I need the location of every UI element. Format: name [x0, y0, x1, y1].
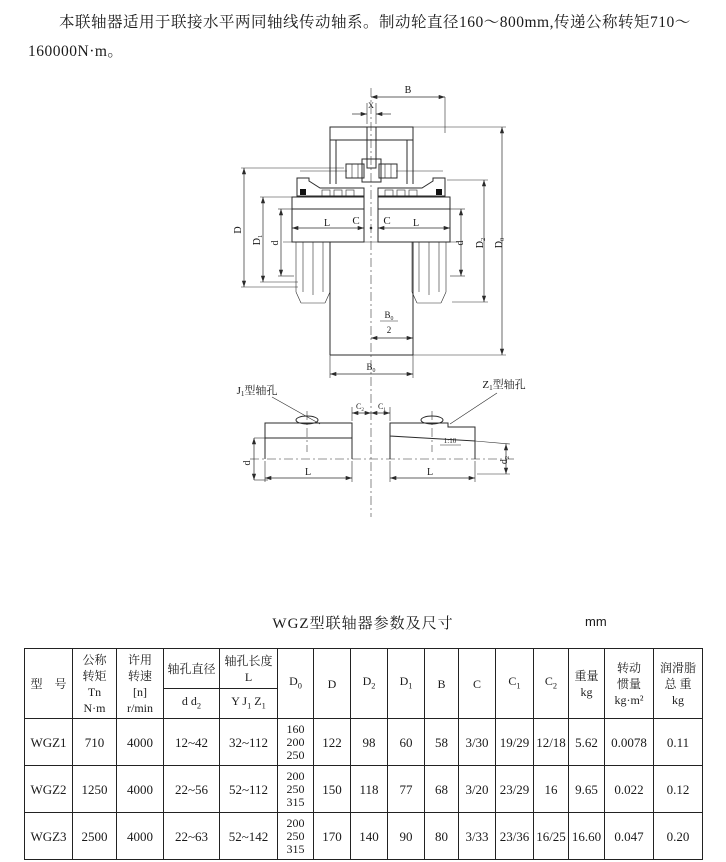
seal-ring-right — [436, 189, 442, 195]
value-cell: 3/20 — [459, 766, 496, 813]
header-cell: $D_1$ — [388, 649, 425, 719]
value-cell: 52~142 — [220, 813, 278, 860]
header-cell: C — [459, 649, 496, 719]
value-cell: 140 — [351, 813, 388, 860]
model-cell: WGZ3 — [25, 813, 73, 860]
dimension-label: $d_2$ — [499, 455, 511, 465]
seal-ring-left — [300, 189, 306, 195]
dimension-label: d — [455, 240, 466, 246]
dimension-label: $C_1$ — [378, 402, 386, 413]
dim-B — [371, 97, 445, 133]
value-cell: 0.0078 — [605, 719, 654, 766]
hub-detail-J1 — [254, 397, 352, 482]
shaft-left — [296, 242, 330, 303]
dimension-label: B — [404, 85, 412, 96]
table-row — [25, 719, 703, 766]
flange-bolts — [300, 159, 443, 182]
value-cell: 90 — [388, 813, 425, 860]
dimension-label: $B_0$ — [366, 362, 376, 374]
value-cell: 60 — [388, 719, 425, 766]
value-cell: 23/36 — [496, 813, 534, 860]
dimension-label: J1型轴孔 — [236, 385, 278, 398]
intro-line-1: 本联轴器适用于联接水平两同轴线传动轴系。制动轮直径160～800mm,传递公称转矩710～ — [59, 14, 691, 31]
value-cell: 5.62 — [569, 719, 605, 766]
header-cell: $D_2$ — [351, 649, 388, 719]
dimension-label: $D_1$ — [252, 234, 264, 246]
value-cell: 16.60 — [569, 813, 605, 860]
value-cell: 170 — [314, 813, 351, 860]
table-caption — [0, 612, 726, 632]
dimension-label: $D_0$ — [494, 237, 506, 249]
value-cell: 2500 — [73, 813, 117, 860]
dimension-label: C — [352, 215, 360, 227]
dimension-label: L — [323, 218, 331, 229]
dimension-label: $C_2$ — [356, 402, 364, 413]
dimension-label: $D_2$ — [475, 237, 487, 249]
dimension-label: D — [233, 226, 244, 234]
value-cell: 200 250 315 — [278, 813, 314, 860]
shaft-right — [412, 242, 446, 303]
value-cell: 52~112 — [220, 766, 278, 813]
unit-label: mm — [585, 614, 607, 629]
value-cell: 0.022 — [605, 766, 654, 813]
dimension-label: 1:10 — [443, 437, 457, 445]
model-cell: WGZ1 — [25, 719, 73, 766]
header-cell: D — [314, 649, 351, 719]
value-cell: 1250 — [73, 766, 117, 813]
value-cell: 0.12 — [654, 766, 703, 813]
dimension-label: d — [242, 460, 253, 466]
value-cell: 16/25 — [534, 813, 569, 860]
value-cell: 77 — [388, 766, 425, 813]
header-cell: 润滑脂 总 重 kg — [654, 649, 703, 719]
header-subcell: Y $J_1$ $Z_1$ — [220, 689, 278, 719]
value-cell: 0.11 — [654, 719, 703, 766]
value-cell: 200 250 315 — [278, 766, 314, 813]
value-cell: 160 200 250 — [278, 719, 314, 766]
table-title: WGZ型联轴器参数及尺寸 — [272, 616, 454, 632]
value-cell: 32~112 — [220, 719, 278, 766]
diagram-dimension-labels — [233, 85, 526, 478]
value-cell: 23/29 — [496, 766, 534, 813]
dimension-label: C — [383, 215, 391, 227]
value-cell: 12~42 — [164, 719, 220, 766]
dimension-label: L — [426, 467, 434, 478]
value-cell: 3/33 — [459, 813, 496, 860]
value-cell: 98 — [351, 719, 388, 766]
dimension-label: X — [368, 101, 374, 110]
value-cell: 122 — [314, 719, 351, 766]
value-cell: 16 — [534, 766, 569, 813]
dimension-label: $B_0$ — [384, 310, 394, 322]
intro-line-2: 160000N·m。 — [28, 43, 124, 60]
value-cell: 19/29 — [496, 719, 534, 766]
value-cell: 0.047 — [605, 813, 654, 860]
dimension-label: Z1型轴孔 — [482, 379, 526, 392]
parameters-table — [24, 648, 703, 860]
value-cell: 4000 — [117, 766, 164, 813]
model-cell: WGZ2 — [25, 766, 73, 813]
value-cell: 3/30 — [459, 719, 496, 766]
header-cell: 轴孔长度 L — [220, 649, 278, 689]
header-cell: 公称 转矩 Tn N·m — [73, 649, 117, 719]
value-cell: 710 — [73, 719, 117, 766]
brake-drum — [330, 127, 413, 355]
table-row — [25, 766, 703, 813]
header-cell: $C_2$ — [534, 649, 569, 719]
dimension-label: L — [304, 467, 312, 478]
header-subcell: d $d_2$ — [164, 689, 220, 719]
header-cell: $C_1$ — [496, 649, 534, 719]
value-cell: 118 — [351, 766, 388, 813]
value-cell: 4000 — [117, 719, 164, 766]
dimension-label: 2 — [386, 325, 392, 335]
dimension-label: d — [270, 240, 281, 246]
table-row — [25, 813, 703, 860]
header-cell: 许用 转速 [n] r/min — [117, 649, 164, 719]
dim-L-C — [292, 227, 450, 230]
value-cell: 9.65 — [569, 766, 605, 813]
value-cell: 22~63 — [164, 813, 220, 860]
header-cell: $D_0$ — [278, 649, 314, 719]
header-cell: 轴孔直径 — [164, 649, 220, 689]
header-cell: 重量 kg — [569, 649, 605, 719]
header-cell: B — [425, 649, 459, 719]
value-cell: 12/18 — [534, 719, 569, 766]
header-cell: 转动 惯量 kg·m² — [605, 649, 654, 719]
value-cell: 4000 — [117, 813, 164, 860]
value-cell: 150 — [314, 766, 351, 813]
value-cell: 68 — [425, 766, 459, 813]
value-cell: 58 — [425, 719, 459, 766]
dimension-label: L — [412, 218, 420, 229]
value-cell: 22~56 — [164, 766, 220, 813]
value-cell: 80 — [425, 813, 459, 860]
header-cell: 型 号 — [25, 649, 73, 719]
value-cell: 0.20 — [654, 813, 703, 860]
